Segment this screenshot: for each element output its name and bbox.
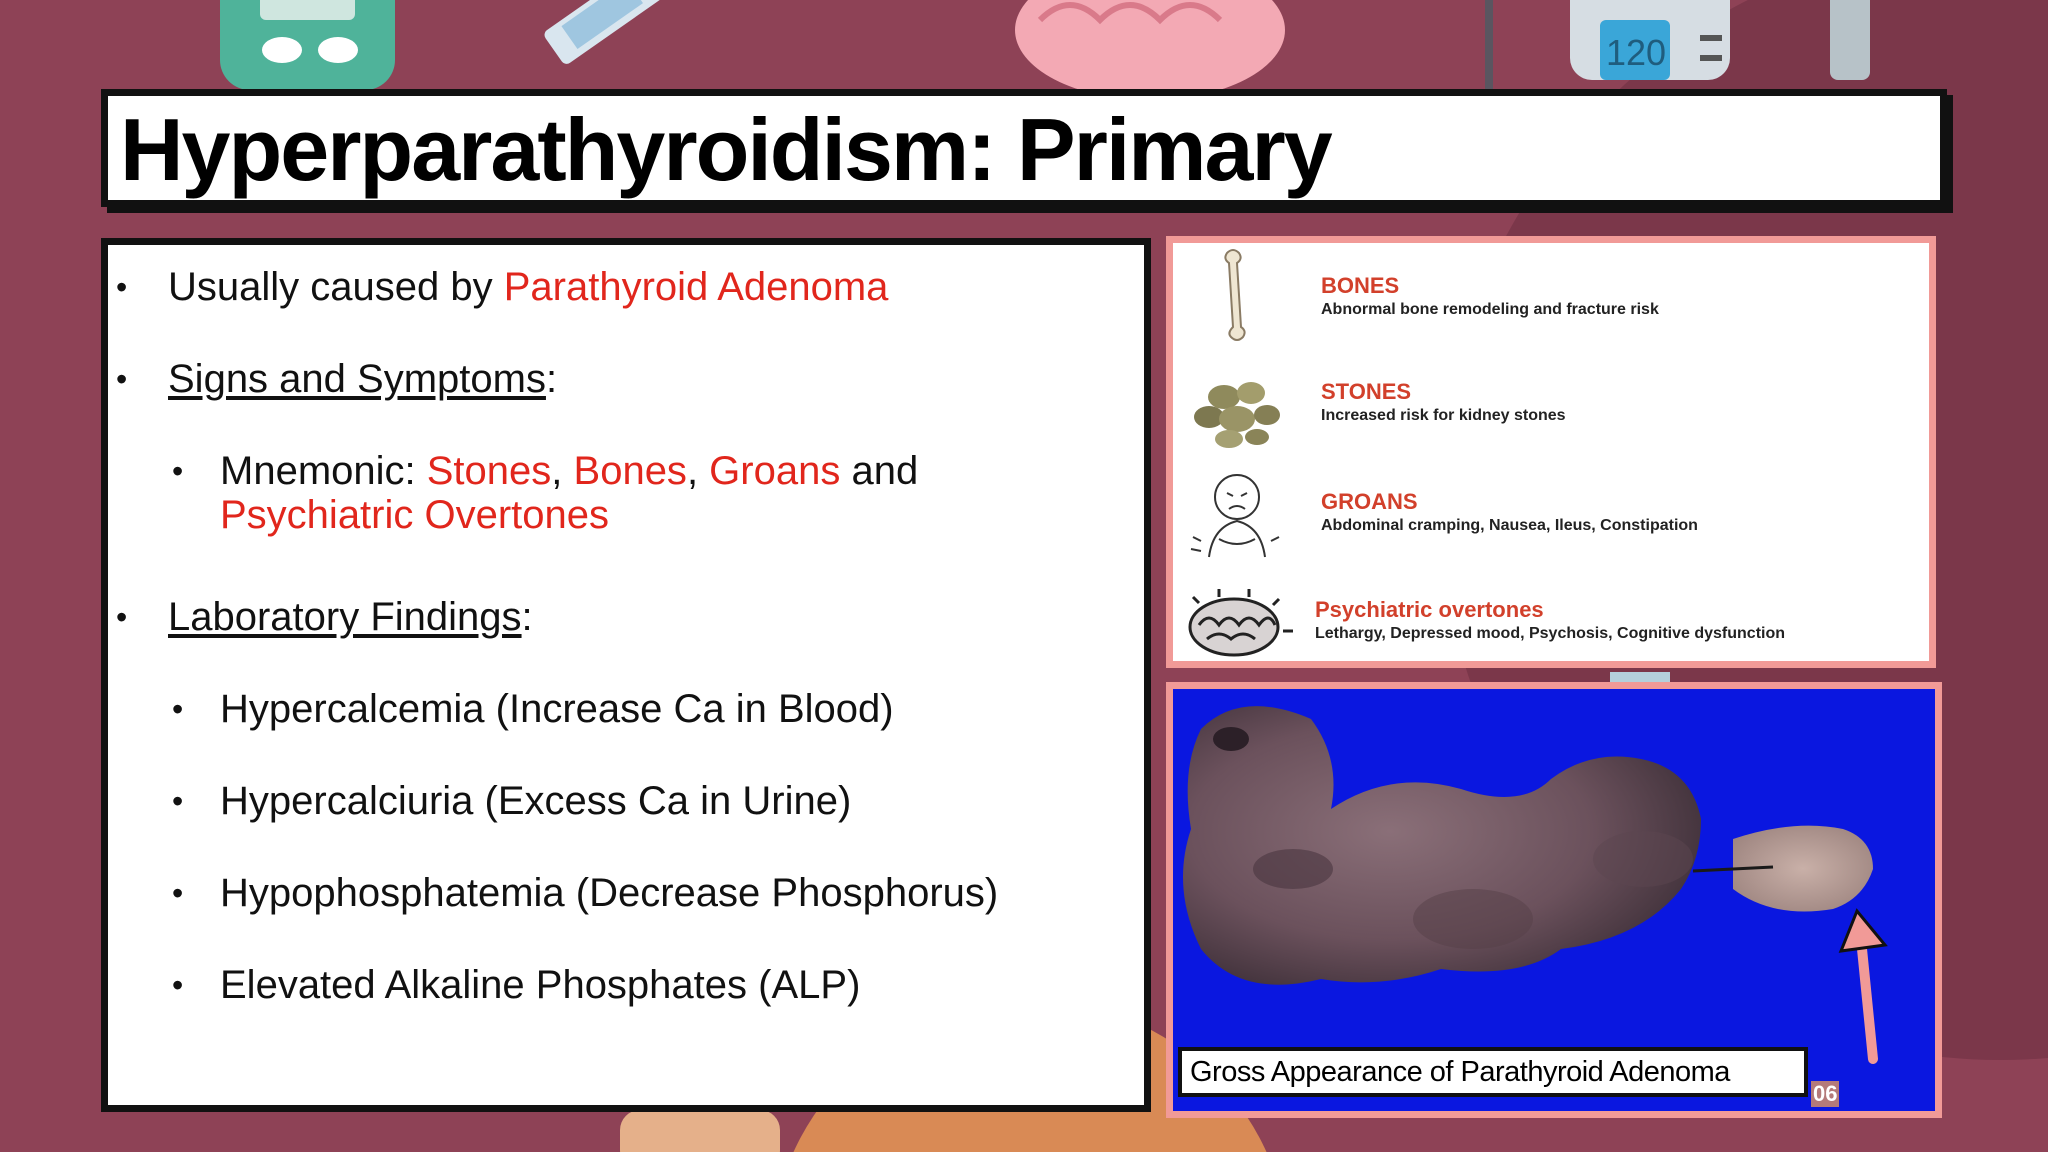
syringe-icon <box>542 0 671 66</box>
bp-reading-top: 120 <box>1606 32 1667 73</box>
lab-finding-text: Elevated Alkaline Phosphates (ALP) <box>220 963 861 1007</box>
symptom-desc: Lethargy, Depressed mood, Psychosis, Cognitive dysfunction <box>1315 625 1786 642</box>
mnemonic-psych: Psychiatric Overtones <box>220 493 610 537</box>
lab-finding-item <box>172 963 861 1007</box>
lab-finding-text: Hypercalciuria (Excess Ca in Urine) <box>220 779 852 823</box>
mnemonic-and: and <box>840 449 919 493</box>
heading-colon: : <box>545 357 558 401</box>
symptom-desc: Abdominal cramping, Nausea, Ileus, Constipation <box>1321 517 1698 534</box>
pointer-arrow-icon <box>1841 911 1885 1059</box>
bullet-dot: • <box>116 361 128 397</box>
lab-finding-item <box>172 871 999 915</box>
mnemonic-comma: , <box>551 449 574 493</box>
symptom-desc: Abnormal bone remodeling and fracture risk <box>1321 301 1659 318</box>
bullet-dot: • <box>172 967 184 1003</box>
bullet-dot: • <box>116 269 128 305</box>
corner-label: 06 <box>1813 1081 1838 1106</box>
symptom-item-stones <box>1173 357 1929 457</box>
blood-pressure-monitor-icon <box>1570 0 1730 80</box>
symptom-name: STONES <box>1321 379 1412 404</box>
signs-heading: Signs and Symptoms <box>168 357 546 401</box>
symptom-item-groans <box>1173 467 1929 567</box>
mnemonic-groans: Groans <box>709 449 841 493</box>
symptom-item-bones <box>1173 247 1929 347</box>
lab-finding-item <box>172 687 894 731</box>
list-item-cause <box>116 265 889 309</box>
bullet-dot: • <box>172 453 184 489</box>
symptom-name: Psychiatric overtones <box>1315 597 1544 622</box>
photo-caption: Gross Appearance of Parathyroid Adenoma <box>1178 1047 1808 1097</box>
bullet-dot: • <box>172 783 184 819</box>
symptoms-panel <box>1166 236 1936 668</box>
bullet-dot: • <box>116 599 128 635</box>
specimen-photo-panel <box>1166 682 1942 1118</box>
groaning-person-icon <box>1179 467 1299 567</box>
lab-heading: Laboratory Findings <box>168 595 522 639</box>
lab-finding-text: Hypophosphatemia (Decrease Phosphorus) <box>220 871 999 915</box>
brain-illustration-icon <box>1015 0 1285 100</box>
lab-finding-item <box>172 779 852 823</box>
title-bar <box>101 89 1947 207</box>
bullet-dot: • <box>172 691 184 727</box>
mnemonic-prefix: Mnemonic: <box>220 449 427 493</box>
bone-icon <box>1179 247 1299 347</box>
list-item-lab <box>116 595 533 639</box>
heading-colon: : <box>521 595 533 639</box>
mnemonic-comma: , <box>686 449 710 493</box>
stones-icon <box>1179 357 1299 457</box>
list-item-signs <box>116 357 558 401</box>
symptom-item-psychiatric <box>1173 575 1929 675</box>
bullet-dot: • <box>172 875 184 911</box>
list-item-mnemonic <box>172 449 1080 537</box>
glucometer-icon <box>220 0 395 90</box>
brain-icon <box>1179 575 1299 675</box>
cause-prefix-text: Usually caused by <box>168 265 504 309</box>
lab-finding-text: Hypercalcemia (Increase Ca in Blood) <box>220 687 894 731</box>
mnemonic-bones: Bones <box>573 449 687 493</box>
slide-title: Hyperparathyroidism: Primary <box>120 100 1331 199</box>
content-panel <box>101 238 1151 1112</box>
symptom-name: GROANS <box>1321 489 1418 514</box>
mnemonic-stones: Stones <box>426 449 552 493</box>
cause-highlight-text: Parathyroid Adenoma <box>503 265 889 309</box>
symptom-desc: Increased risk for kidney stones <box>1321 407 1566 424</box>
symptom-name: BONES <box>1321 273 1400 298</box>
